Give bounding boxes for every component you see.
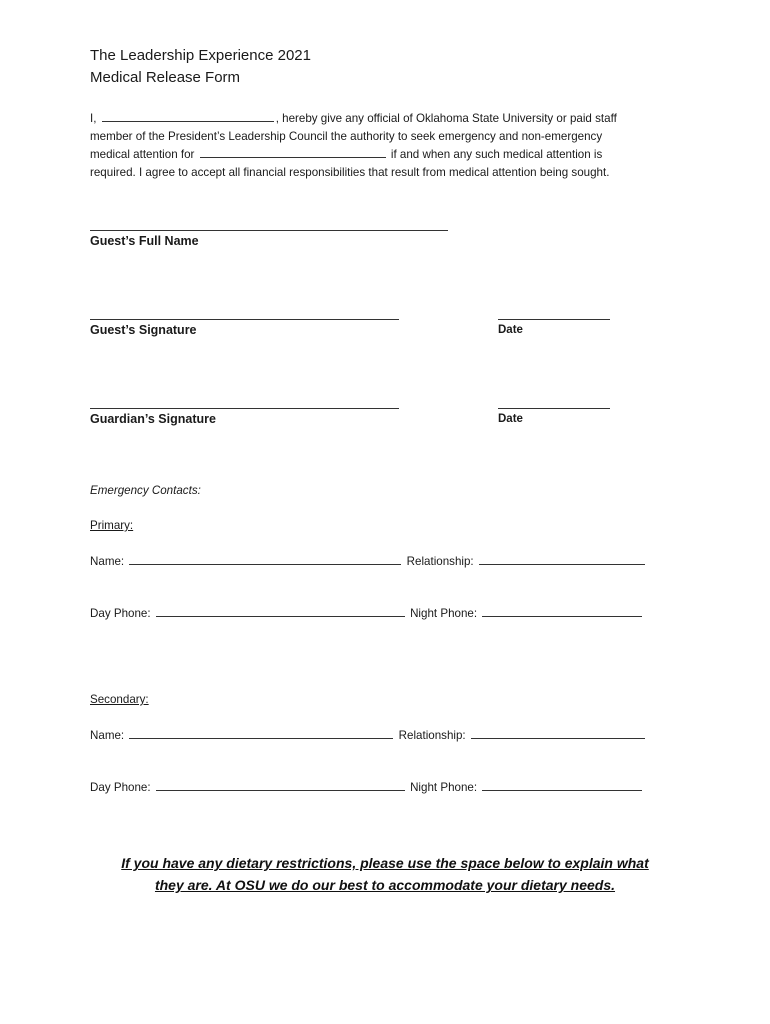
release-line-3-start: medical attention for (90, 148, 195, 161)
guardian-date-line[interactable] (498, 408, 610, 409)
dietary-note-line-1: If you have any dietary restrictions, please use the space below to explain what (121, 855, 649, 871)
guest-name-blank[interactable] (102, 111, 274, 122)
dietary-restrictions-area[interactable] (90, 905, 680, 1005)
guest-signature-label: Guest’s Signature (90, 323, 197, 337)
primary-phone-row (90, 606, 644, 620)
secondary-night-phone-field[interactable] (482, 780, 642, 791)
release-line-1 (90, 110, 690, 128)
primary-name-label: Name: (90, 555, 125, 568)
full-name-label: Guest’s Full Name (90, 234, 199, 248)
release-line-2: member of the President’s Leadership Council the authority to seek emergency and non-emergency (90, 130, 603, 143)
primary-night-phone-label: Night Phone: (410, 607, 478, 620)
release-line-3 (90, 146, 690, 164)
secondary-name-label: Name: (90, 729, 125, 742)
guardian-signature-label: Guardian’s Signature (90, 412, 216, 426)
secondary-heading: Secondary: (90, 693, 149, 706)
secondary-day-phone-field[interactable] (156, 780, 405, 791)
medical-attention-blank[interactable] (200, 147, 386, 158)
guardian-date-label: Date (498, 413, 523, 425)
secondary-name-field[interactable] (129, 728, 393, 739)
release-line-3-end: if and when any such medical attention is (390, 148, 603, 161)
dietary-note (90, 852, 680, 896)
primary-name-field[interactable] (129, 554, 401, 565)
guest-signature-line[interactable] (90, 319, 399, 320)
release-line-1-end: , hereby give any official of Oklahoma State University or paid staff (275, 112, 617, 125)
guest-date-line[interactable] (498, 319, 610, 320)
secondary-name-row (90, 728, 647, 742)
primary-relationship-field[interactable] (479, 554, 645, 565)
release-line-1-start: I, (90, 112, 97, 125)
guardian-signature-line[interactable] (90, 408, 399, 409)
form-subtitle: Medical Release Form (90, 69, 241, 86)
primary-day-phone-field[interactable] (156, 606, 405, 617)
primary-day-phone-label: Day Phone: (90, 607, 151, 620)
emergency-contacts-heading: Emergency Contacts: (90, 484, 201, 497)
secondary-relationship-field[interactable] (471, 728, 645, 739)
primary-relationship-label: Relationship: (406, 555, 474, 568)
secondary-phone-row (90, 780, 644, 794)
secondary-relationship-label: Relationship: (398, 729, 466, 742)
release-line-4: required. I agree to accept all financial responsibilities that result from medical attention being sought. (90, 166, 610, 179)
form-title: The Leadership Experience 2021 (90, 47, 311, 64)
primary-night-phone-field[interactable] (482, 606, 642, 617)
guest-date-label: Date (498, 324, 523, 336)
primary-name-row (90, 554, 647, 568)
secondary-day-phone-label: Day Phone: (90, 781, 151, 794)
full-name-signature-line[interactable] (90, 230, 448, 231)
primary-heading: Primary: (90, 519, 134, 532)
secondary-night-phone-label: Night Phone: (410, 781, 478, 794)
dietary-note-line-2: they are. At OSU we do our best to accommodate your dietary needs. (154, 877, 616, 893)
